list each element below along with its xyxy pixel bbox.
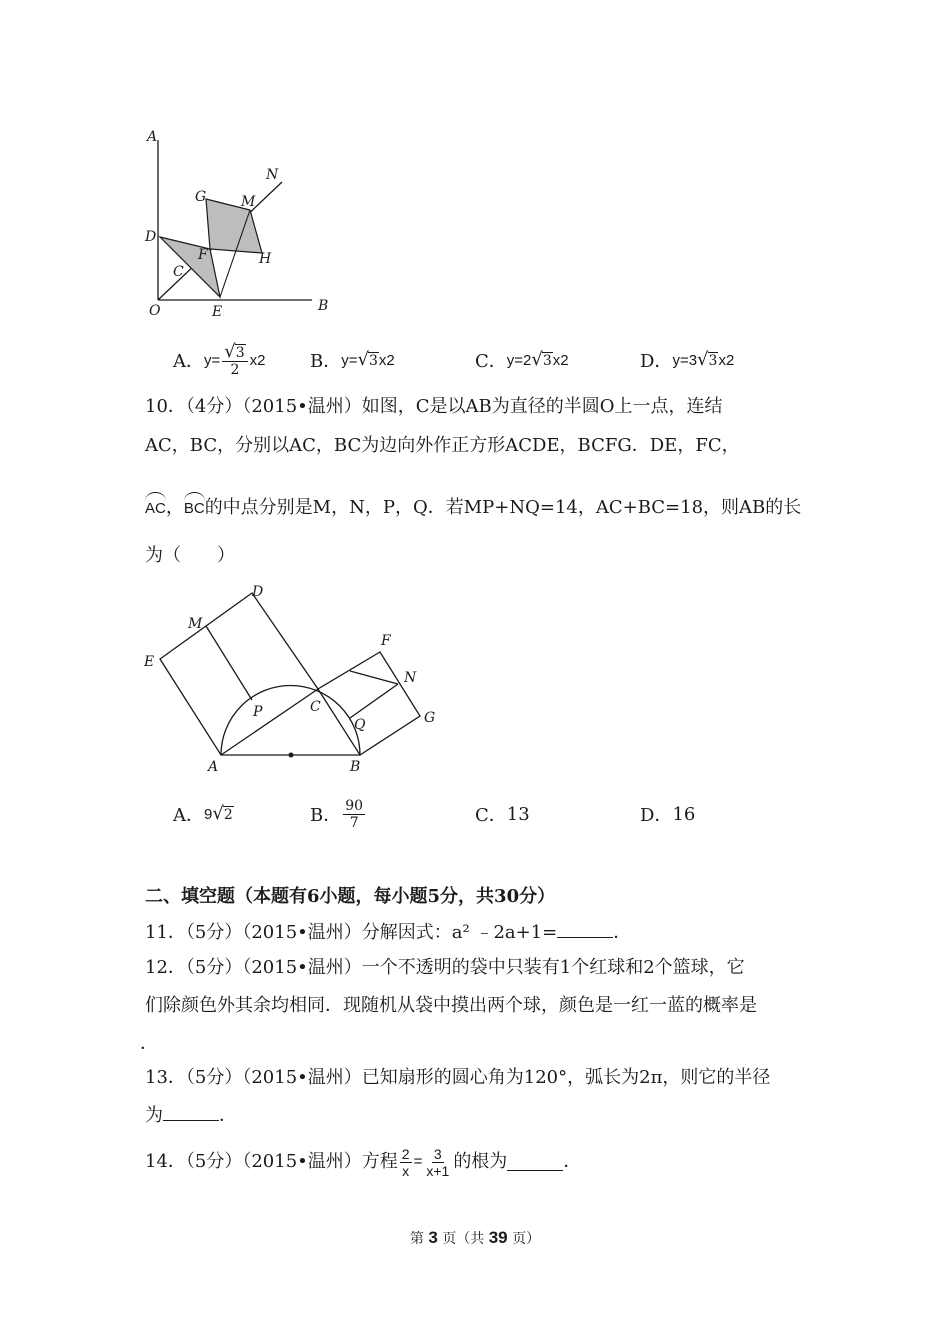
q10-figure [138, 578, 448, 778]
q9-option-c[interactable]: C． y=2 √ 3 x 2 [475, 349, 569, 372]
fraction: √ 3 2 [222, 343, 247, 378]
segment-mp [206, 626, 252, 700]
section-title: 二、填空题（本题有6小题，每小题5分，共30分） [145, 886, 556, 907]
q9-option-a[interactable]: A． y= √ 3 2 x 2 [173, 340, 266, 378]
label-H: H [259, 251, 272, 267]
radical: √ 3 [697, 349, 718, 370]
q9-figure [130, 120, 350, 330]
radical: √ 3 [531, 349, 552, 370]
q9-option-b[interactable]: B． y= √ 3 x 2 [310, 349, 395, 372]
q13-line2: 为 ． [145, 1105, 237, 1126]
q14: 14．（5分）（2015•温州）方程 $\frac{2}{x}$ = $\frac{3}{x+1}$ 的根为 ． [145, 1145, 582, 1179]
answer-blank[interactable] [507, 1154, 563, 1171]
option-letter: A． [173, 805, 204, 826]
label-O: O [149, 303, 161, 319]
q10-option-d[interactable]: D． 16 [640, 796, 695, 832]
square-acde [160, 593, 318, 755]
page-footer: 第 3 页（共 39 页） [409, 1228, 541, 1247]
radical: √ 3 [357, 349, 378, 370]
option-letter: D． [640, 805, 673, 826]
q10-option-c[interactable]: C． 13 [475, 796, 530, 832]
label-C: C [310, 699, 321, 715]
semicircle [221, 686, 360, 755]
segment-nq [350, 684, 398, 718]
q13-line1: 13．（5分）（2015•温州）已知扇形的圆心角为120°，弧长为2π，则它的半径 [145, 1067, 771, 1088]
square-bcfg [318, 652, 420, 755]
q12-line2: 们除颜色外其余均相同．现随机从袋中摸出两个球，颜色是一红一蓝的概率是 [145, 995, 757, 1016]
q12-line3: ． [140, 1033, 158, 1054]
arc-ac: AC [145, 492, 166, 520]
q11: 11．（5分）（2015•温州）分解因式：a² ﹣2a+1= ． [145, 922, 632, 943]
option-letter: B． [310, 351, 342, 372]
label-C: C [173, 264, 184, 280]
label-B: B [318, 298, 329, 314]
label-N: N [266, 167, 279, 183]
label-F: F [381, 633, 391, 649]
fraction: $\frac{90}{7}$ [345, 797, 364, 831]
q10-option-a[interactable]: A． 9 √ 2 [173, 803, 233, 826]
label-A: A [208, 759, 219, 775]
radical: √ 2 [212, 803, 233, 824]
option-letter: D． [640, 351, 673, 372]
q10-line4: 为（ ） [145, 545, 235, 566]
label-D: D [145, 229, 157, 245]
q10-option-b[interactable] [310, 794, 367, 834]
label-E: E [144, 654, 155, 670]
page-number: 3 [428, 1228, 438, 1247]
page-total: 39 [488, 1228, 508, 1247]
label-N: N [404, 670, 417, 686]
label-G: G [424, 710, 436, 726]
answer-blank[interactable] [163, 1104, 219, 1121]
label-B: B [350, 759, 361, 775]
label-Q: Q [354, 717, 366, 733]
arc-bc: BC [184, 492, 205, 520]
option-letter: A． [173, 351, 204, 372]
center-o [289, 753, 294, 758]
q10-line3: AC，BC的中点分别是M，N，P，Q．若MP+NQ=14，AC+BC=18，则AB的长 [145, 492, 801, 520]
label-F: F [198, 247, 208, 263]
label-M: M [188, 616, 203, 632]
label-E: E [212, 304, 223, 320]
q9-option-d[interactable]: D． y=3 √ 3 x 2 [640, 349, 735, 372]
label-A: A [147, 129, 158, 145]
option-letter: B． [310, 805, 342, 826]
q10-line2: AC，BC，分别以AC，BC为边向外作正方形ACDE，BCFG．DE，FC， [145, 435, 740, 456]
option-letter: C． [475, 805, 507, 826]
segment-nq-top [350, 671, 398, 684]
label-D: D [252, 584, 264, 600]
fraction-right: $\frac{3}{x+1}$ [426, 1145, 450, 1179]
label-M: M [241, 194, 256, 210]
answer-blank[interactable] [557, 921, 613, 938]
label-G: G [195, 189, 207, 205]
option-letter: C． [475, 351, 507, 372]
q10-line1: 10．（4分）（2015•温州）如图，C是以AB为直径的半圆O上一点，连结 [145, 396, 723, 417]
q12-line1: 12．（5分）（2015•温州）一个不透明的袋中只装有1个红球和2个篮球，它 [145, 957, 745, 978]
fraction-left: $\frac{2}{x}$ [401, 1145, 410, 1179]
label-P: P [253, 704, 263, 720]
